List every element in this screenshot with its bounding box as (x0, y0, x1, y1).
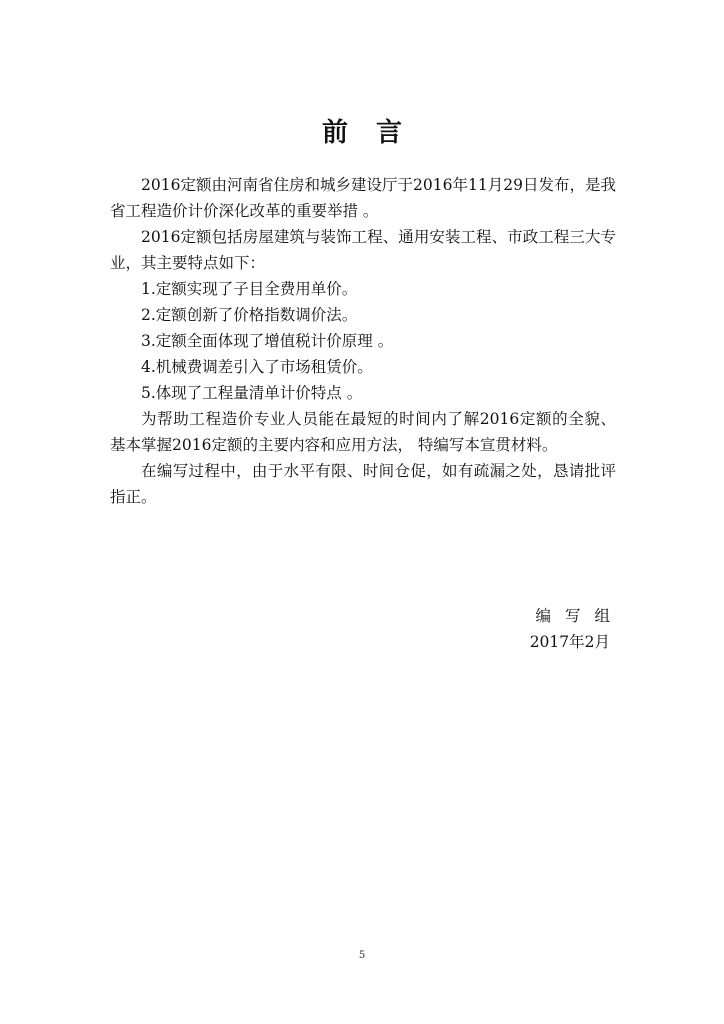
list-item-feature-3: 3.定额全面体现了增值税计价原理 。 (141, 332, 394, 350)
signature-block (0, 603, 624, 655)
list-item-feature-4: 4.机械费调差引入了市场租赁价。 (141, 358, 373, 376)
preface-body (110, 172, 616, 510)
signature-date: 2017年2月 (529, 633, 610, 651)
page-number: 5 (358, 950, 366, 961)
title-char-2: 言 (376, 118, 403, 148)
list-item-feature-1: 1.定额实现了子目全费用单价。 (141, 280, 358, 298)
title-char-1: 前 (321, 118, 348, 148)
paragraph-scope: 2016定额包括房屋建筑与装饰工程、通用安装工程、市政工程三大专业，其主要特点如下： (110, 228, 616, 272)
paragraph-purpose: 为帮助工程造价专业人员能在最短的时间内了解2016定额的全貌、 基本掌握2016定额的主要内容和应用方法， 特编写本宣贯材料。 (110, 410, 616, 454)
list-item-feature-2: 2.定额创新了价格指数调价法。 (141, 306, 358, 324)
list-item-feature-5: 5.体现了工程量清单计价特点 。 (141, 384, 363, 402)
signature-group: 编写组 (535, 607, 624, 625)
page-title (0, 112, 724, 149)
paragraph-apology: 在编写过程中，由于水平有限、时间仓促，如有疏漏之处，恳请批评指正。 (110, 462, 616, 506)
paragraph-release-info: 2016定额由河南省住房和城乡建设厅于2016年11月29日发布，是我省工程造价计价深化改革的重要举措 。 (110, 176, 616, 220)
